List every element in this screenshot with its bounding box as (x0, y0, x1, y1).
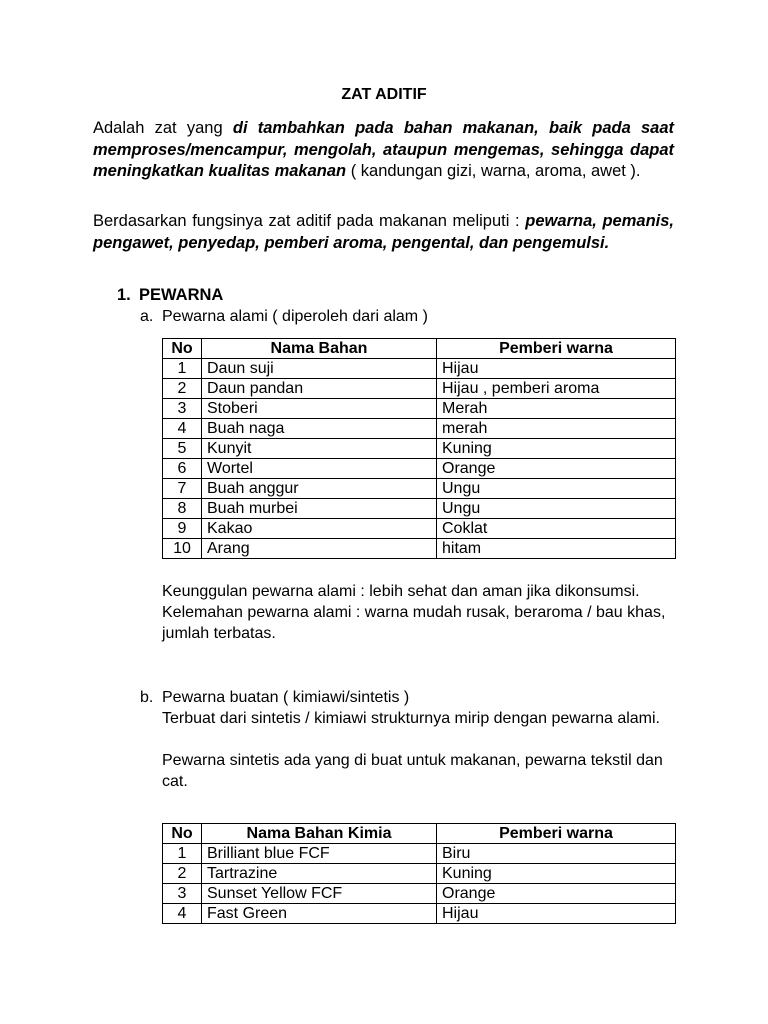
page-title: ZAT ADITIF (341, 86, 427, 103)
subheading-label: a. (140, 308, 154, 325)
cell-pemberi-warna: Orange (437, 459, 676, 479)
header-nama-bahan-kimia: Nama Bahan Kimia (202, 824, 437, 844)
cell-no: 4 (163, 419, 202, 439)
cell-pemberi-warna: Biru (437, 844, 676, 864)
cell-no: 1 (163, 359, 202, 379)
cell-pemberi-warna: Hijau (437, 359, 676, 379)
subheading-pewarna-buatan (140, 687, 409, 708)
table-row (163, 844, 676, 864)
table-row (163, 519, 676, 539)
section-number: 1. (117, 286, 131, 304)
cell-nama: Fast Green (202, 904, 437, 924)
fungsi-emphasis: pewarna, pemanis, pengawet, penyedap, pemberi aroma, pengental, dan pengemulsi. (93, 212, 675, 252)
cell-no: 6 (163, 459, 202, 479)
cell-no: 3 (163, 884, 202, 904)
cell-nama: Brilliant blue FCF (202, 844, 437, 864)
cell-nama: Daun suji (202, 359, 437, 379)
table-row (163, 884, 676, 904)
cell-nama: Wortel (202, 459, 437, 479)
table-row (163, 439, 676, 459)
table-row (163, 479, 676, 499)
table-row (163, 399, 676, 419)
cell-no: 8 (163, 499, 202, 519)
cell-no: 10 (163, 539, 202, 559)
table-row (163, 419, 676, 439)
fungsi-paragraph (93, 211, 674, 254)
cell-pemberi-warna: merah (437, 419, 676, 439)
subheading-title: Pewarna alami ( diperoleh dari alam ) (162, 308, 428, 325)
header-pemberi-warna: Pemberi warna (437, 339, 676, 359)
intro-prefix: Adalah zat yang (93, 119, 233, 137)
header-no: No (163, 824, 202, 844)
cell-no: 7 (163, 479, 202, 499)
buatan-desc-1: Terbuat dari sintetis / kimiawi strukturnya mirip dengan pewarna alami. (162, 710, 660, 727)
keunggulan-text: Keunggulan pewarna alami : lebih sehat dan aman jika dikonsumsi. (162, 583, 640, 600)
cell-nama: Tartrazine (202, 864, 437, 884)
cell-nama: Kakao (202, 519, 437, 539)
table-row (163, 864, 676, 884)
subheading-title: Pewarna buatan ( kimiawi/sintetis ) (162, 689, 410, 706)
table-header-row (163, 339, 676, 359)
table-header-row (163, 824, 676, 844)
cell-pemberi-warna: Ungu (437, 479, 676, 499)
table-row (163, 499, 676, 519)
section-heading-pewarna (117, 286, 223, 305)
cell-nama: Daun pandan (202, 379, 437, 399)
table-row (163, 379, 676, 399)
cell-pemberi-warna: Orange (437, 884, 676, 904)
cell-pemberi-warna: hitam (437, 539, 676, 559)
cell-pemberi-warna: Ungu (437, 499, 676, 519)
cell-pemberi-warna: Coklat (437, 519, 676, 539)
table-pewarna-buatan (162, 823, 676, 924)
intro-paragraph (93, 118, 674, 183)
fungsi-prefix: Berdasarkan fungsinya zat aditif pada makanan meliputi : (93, 212, 526, 230)
cell-nama: Sunset Yellow FCF (202, 884, 437, 904)
cell-pemberi-warna: Merah (437, 399, 676, 419)
cell-no: 2 (163, 379, 202, 399)
kelemahan-text: Kelemahan pewarna alami : warna mudah rusak, beraroma / bau khas, jumlah terbatas. (162, 604, 666, 642)
section-title: PEWARNA (139, 286, 224, 304)
cell-nama: Stoberi (202, 399, 437, 419)
cell-no: 2 (163, 864, 202, 884)
cell-pemberi-warna: Kuning (437, 439, 676, 459)
cell-no: 4 (163, 904, 202, 924)
cell-no: 1 (163, 844, 202, 864)
cell-no: 3 (163, 399, 202, 419)
buatan-desc-2: Pewarna sintetis ada yang di buat untuk makanan, pewarna tekstil dan cat. (162, 752, 663, 790)
subheading-label: b. (140, 689, 154, 706)
header-nama-bahan: Nama Bahan (202, 339, 437, 359)
alami-notes (162, 581, 682, 644)
table-row (163, 359, 676, 379)
table-row (163, 459, 676, 479)
cell-nama: Buah naga (202, 419, 437, 439)
header-no: No (163, 339, 202, 359)
cell-no: 9 (163, 519, 202, 539)
cell-nama: Buah murbei (202, 499, 437, 519)
cell-pemberi-warna: Hijau , pemberi aroma (437, 379, 676, 399)
header-pemberi-warna: Pemberi warna (437, 824, 676, 844)
cell-pemberi-warna: Kuning (437, 864, 676, 884)
cell-nama: Buah anggur (202, 479, 437, 499)
subheading-pewarna-alami (140, 306, 428, 327)
cell-nama: Arang (202, 539, 437, 559)
cell-pemberi-warna: Hijau (437, 904, 676, 924)
intro-suffix: ( kandungan gizi, warna, aroma, awet ). (346, 162, 641, 180)
table-row (163, 539, 676, 559)
table-pewarna-alami (162, 338, 676, 559)
table-row (163, 904, 676, 924)
intro-emphasis: di tambahkan pada bahan makanan, baik pada saat memproses/mencampur, mengolah, ataupun mengemas, sehingga dapat meningkatkan kualitas makanan (93, 119, 674, 180)
cell-no: 5 (163, 439, 202, 459)
cell-nama: Kunyit (202, 439, 437, 459)
